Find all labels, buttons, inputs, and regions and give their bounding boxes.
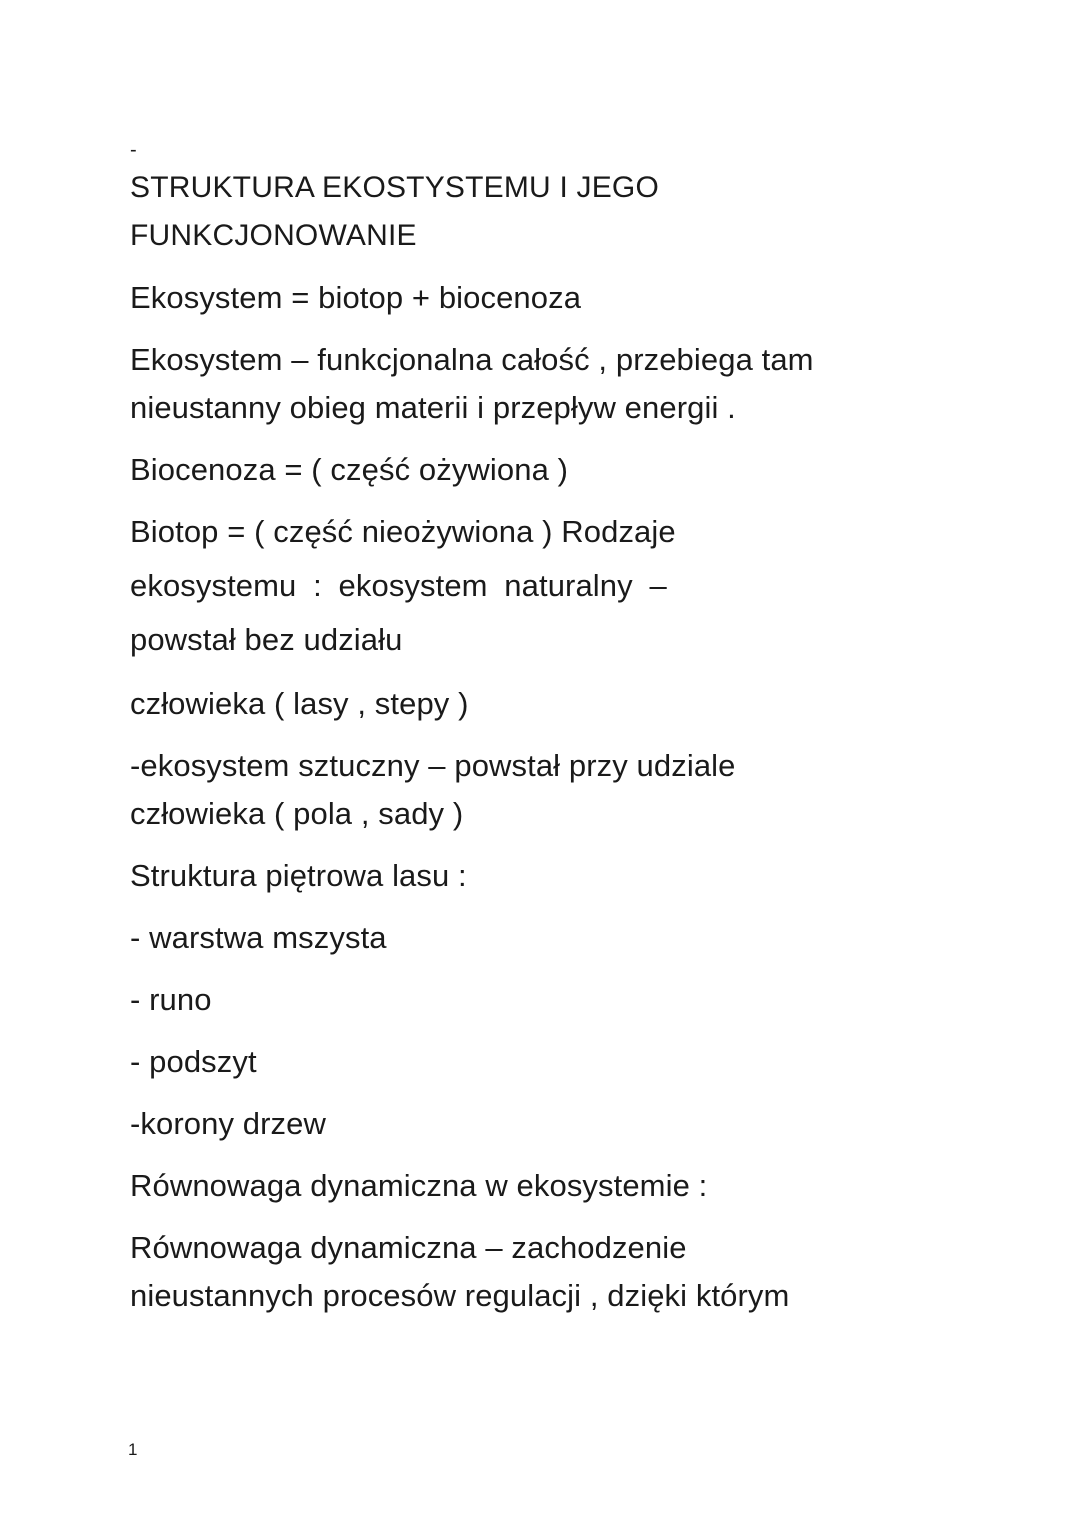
forest-structure-heading: Struktura piętrowa lasu :: [130, 858, 467, 893]
ecosystem-types-line: ekosystemu : ekosystem naturalny –: [130, 568, 667, 603]
natural-ecosystem-line-2: człowieka ( lasy , stepy ): [130, 686, 469, 721]
definition-ecosystem-line-2: nieustanny obieg materii i przepływ energii .: [130, 390, 736, 425]
definition-biocenosis: Biocenoza = ( część ożywiona ): [130, 452, 569, 487]
top-dash-mark: -: [130, 139, 137, 161]
artificial-ecosystem-line-1: -ekosystem sztuczny – powstał przy udziale: [130, 748, 736, 783]
forest-layer-ground: - runo: [130, 982, 212, 1017]
page-number: 1: [128, 1440, 138, 1459]
dynamic-balance-line-1: Równowaga dynamiczna – zachodzenie: [130, 1230, 687, 1265]
title-line-2: FUNKCJONOWANIE: [130, 219, 417, 252]
forest-layer-moss: - warstwa mszysta: [130, 920, 387, 955]
forest-layer-crowns: -korony drzew: [130, 1106, 326, 1141]
definition-biotope: Biotop = ( część nieożywiona ) Rodzaje: [130, 514, 676, 549]
definition-ecosystem-formula: Ekosystem = biotop + biocenoza: [130, 280, 582, 315]
title-line-1: STRUKTURA EKOSTYSTEMU I JEGO: [130, 171, 660, 204]
forest-layer-undergrowth: - podszyt: [130, 1044, 257, 1079]
dynamic-balance-heading: Równowaga dynamiczna w ekosystemie :: [130, 1168, 708, 1203]
natural-ecosystem-line-1: powstał bez udziału: [130, 622, 403, 657]
dynamic-balance-line-2: nieustannych procesów regulacji , dzięki którym: [130, 1278, 790, 1313]
definition-ecosystem-line-1: Ekosystem – funkcjonalna całość , przebiega tam: [130, 342, 814, 377]
artificial-ecosystem-line-2: człowieka ( pola , sady ): [130, 796, 464, 831]
